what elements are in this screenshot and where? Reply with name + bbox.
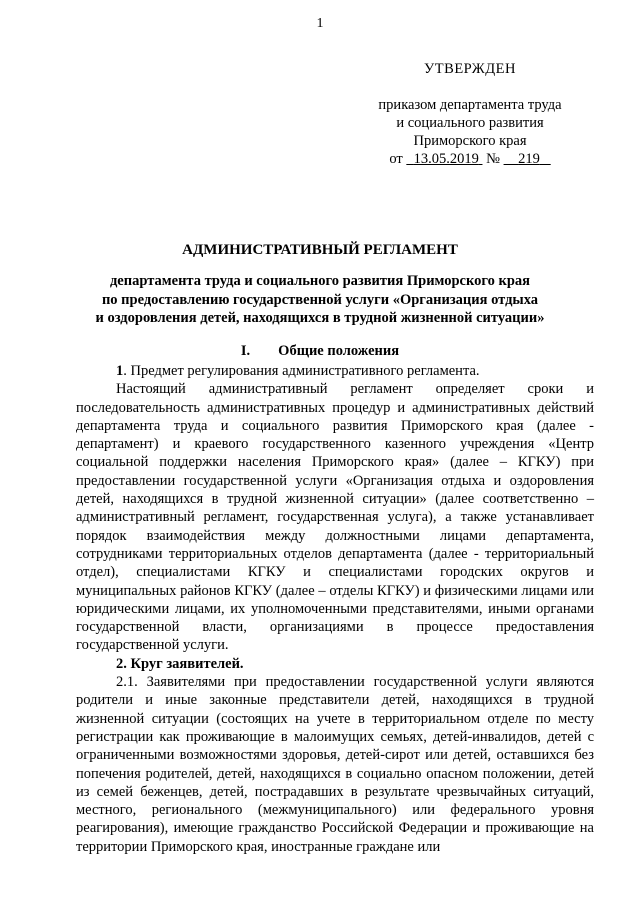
paragraph-3-heading: 2. Круг заявителей. [116, 655, 244, 672]
approval-date-line [360, 150, 580, 168]
date-prefix: от [389, 151, 403, 167]
approval-title: УТВЕРЖДЕН [424, 61, 516, 77]
section-title: Общие положения [278, 343, 400, 359]
document-title: АДМИНИСТРАТИВНЫЙ РЕГЛАМЕНТ [182, 242, 458, 258]
subtitle-line-1: департамента труда и социального развития Приморского края [109, 273, 531, 289]
approval-line-2: и социального развития [396, 115, 544, 131]
approval-number: 219 [518, 151, 540, 167]
section-heading [0, 342, 640, 360]
document-subtitle [60, 272, 580, 328]
paragraph-4: 2.1. Заявителями при предоставлении государственной услуги являются родители и иные законные представители детей, находящихся в трудной жизненной ситуации (состоящих на учете в территориальном отделе по месту регистрации как проживающие в малоимущих семьях, детей-инвалидов, детей с ограниченными возможностями здоровья, детей-сирот или детей, оставшихся без попечения родителей, детей, находящихся в социально опасном положении, детей из семей беженцев, детей, пострадавших в результате чрезвычайных ситуаций, местного, регионального (межмуниципального) или федерального уровня реагирования), имеющие гражданство Российской Федерации и проживающие на территории Приморского края, иностранные граждане или [76, 674, 594, 855]
document-body [76, 362, 594, 856]
paragraph-1 [76, 362, 594, 380]
paragraph-2: Настоящий административный регламент определяет сроки и последовательность административных процедур и административных действий департамента труда и социального развития Приморского края (далее - департамент) и краевого государственного казенного учреждения «Центр социальной поддержки населения Приморского края» (далее – КГКУ) при предоставлении государственной услуги «Организация отдыха и оздоровления детей, находящихся в трудной жизненной ситуации» (далее соответственно – административный регламент, государственная услуга), а также устанавливает порядок взаимодействия между должностными лицами департамента, сотрудниками территориальных отделов департамента (далее - территориальный отдел), специалистами КГКУ и специалистами городских округов и муниципальных районов КГКУ (далее – отделы КГКУ) и физическими лицами или юридическими лицами, их уполномоченными представителями, иными органами государственной власти, организациями в процессе предоставления государственной услуги. [76, 381, 594, 654]
approval-line-3: Приморского края [413, 133, 527, 149]
subtitle-line-3: и оздоровления детей, находящихся в трудной жизненной ситуации» [95, 310, 545, 326]
section-number: I. [240, 343, 251, 359]
approval-date: 13.05.2019 [413, 151, 479, 167]
number-sign: № [486, 151, 500, 167]
paragraph-1-text: . Предмет регулирования административного регламента. [123, 363, 480, 379]
approval-block [360, 96, 580, 168]
paragraph-1-number: 1 [116, 363, 124, 379]
page-number: 1 [316, 16, 324, 31]
approval-line-1: приказом департамента труда [378, 97, 562, 113]
subtitle-line-2: по предоставлению государственной услуги «Организация отдыха [101, 291, 539, 308]
